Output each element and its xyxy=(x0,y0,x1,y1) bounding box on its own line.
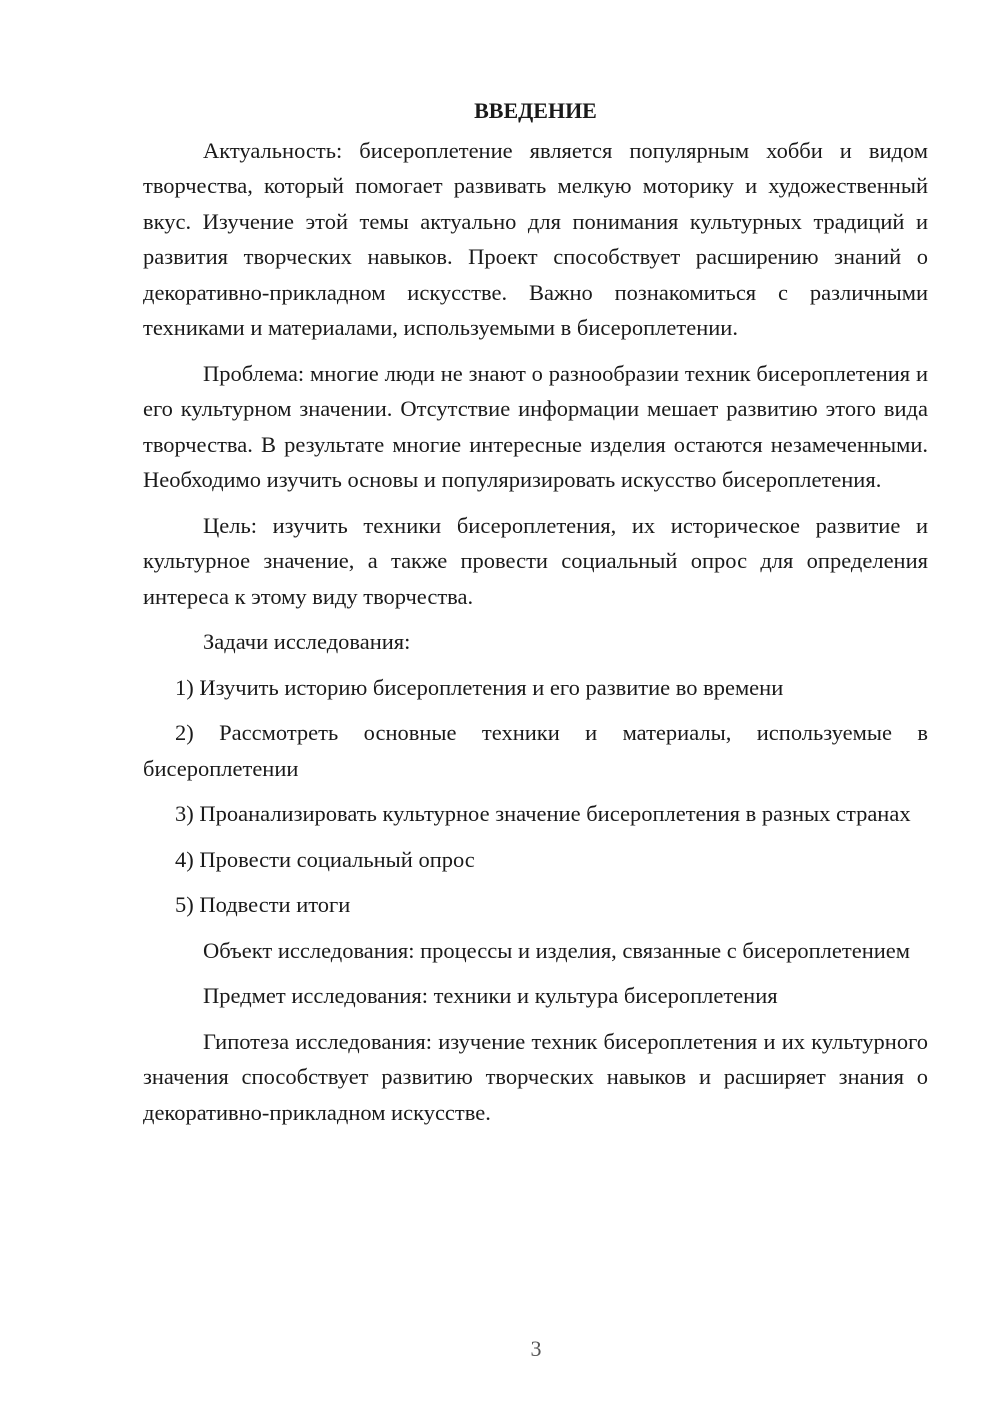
page-title: ВВЕДЕНИЕ xyxy=(474,98,597,123)
paragraph-problem: Проблема: многие люди не знают о разнообразии техник бисероплетения и его культурном значении. Отсутствие информации мешает развитию этого вида творчества. В результате многие интересные изделия остаются незамеченными. Необходимо изучить основы и популяризировать искусство бисероплетения. xyxy=(143,360,928,492)
tasks-heading: Задачи исследования: xyxy=(203,629,411,654)
paragraph-subject: Предмет исследования: техники и культура бисероплетения xyxy=(203,983,778,1008)
task-item-5: 5) Подвести итоги xyxy=(175,892,351,917)
page-content xyxy=(143,93,928,1140)
paragraph-object: Объект исследования: процессы и изделия, связанные с бисероплетением xyxy=(203,937,911,963)
page-number: 3 xyxy=(530,1336,542,1361)
task-item-2: 2) Рассмотреть основные техники и материалы, используемые в бисероплетении xyxy=(143,720,928,781)
task-item-1: 1) Изучить историю бисероплетения и его развитие во времени xyxy=(175,674,784,700)
paragraph-relevance: Актуальность: бисероплетение является популярным хобби и видом творчества, который помогает развивать мелкую моторику и художественный вкус. Изучение этой темы актуально для понимания культурных традиций и развития творческих навыков. Проект способствует расширению знаний о декоративно-прикладном искусстве. Важно познакомиться с различными техниками и материалами, используемыми в бисероплетении. xyxy=(143,137,928,340)
paragraph-goal: Цель: изучить техники бисероплетения, их историческое развитие и культурное значение, а также провести социальный опрос для определения интереса к этому виду творчества. xyxy=(143,512,928,609)
paragraph-hypothesis: Гипотеза исследования: изучение техник бисероплетения и их культурного значения способствует развитию творческих навыков и расширяет знания о декоративно-прикладном искусстве. xyxy=(143,1028,928,1125)
task-item-4: 4) Провести социальный опрос xyxy=(175,846,475,872)
task-item-3: 3) Проанализировать культурное значение бисероплетения в разных странах xyxy=(175,801,911,826)
